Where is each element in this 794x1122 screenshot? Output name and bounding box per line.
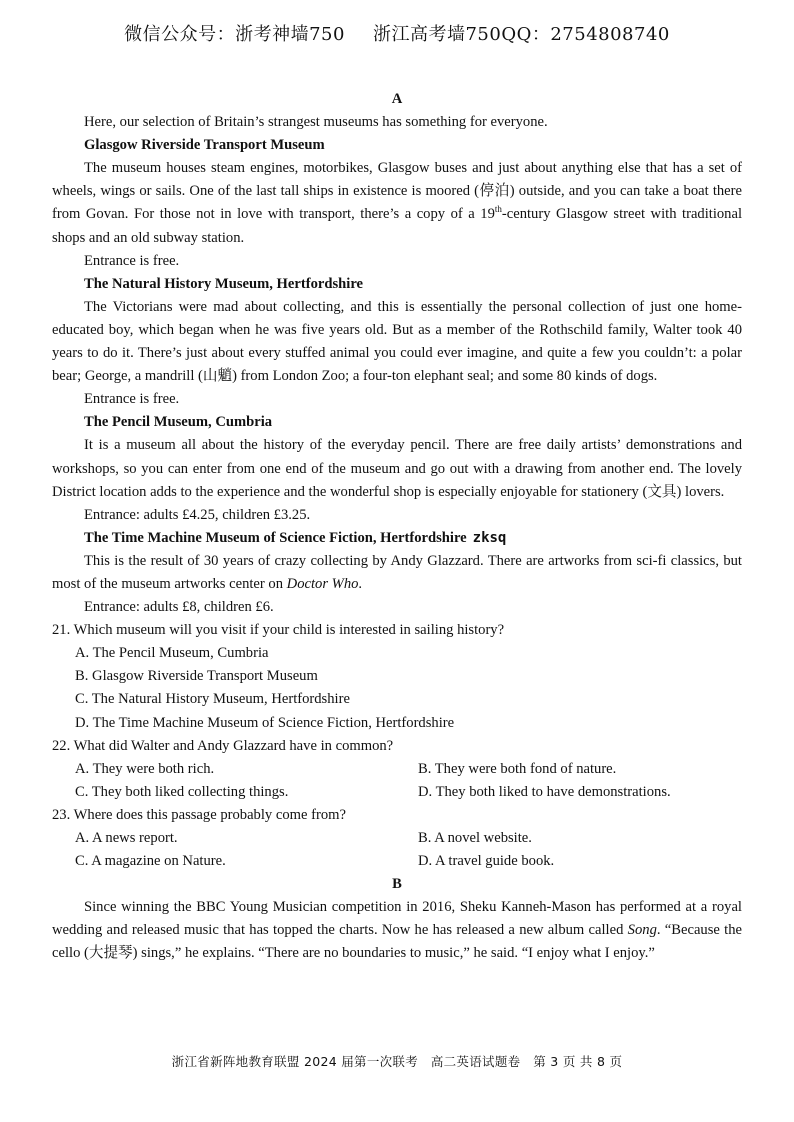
section-b-label: B [392, 876, 402, 893]
album-title: Song [627, 922, 657, 939]
section-a-label: A [391, 91, 403, 107]
museum-4-body: This is the result of 30 years of crazy collecting by Andy Glazzard. There are artworks from sci-fi classics, but most of the museum artworks center on Doctor Who. [52, 552, 742, 592]
question-23-option-d: D. A travel guide book. [418, 853, 555, 870]
question-22-option-c: C. They both liked collecting things. [75, 783, 289, 800]
museum-1-body: The museum houses steam engines, motorbikes, Glasgow buses and just about anything else that has a set of wheels, wings or sails. One of the last tall ships in existence is moored (停泊) outside, and you can take a boat there from Govan. For those not in love with transport, there’s a copy of a 19th-century Glasgow street with traditional shops and an old subway station. [52, 160, 743, 246]
header-wechat: 微信公众号：浙考神墙750 [124, 24, 345, 45]
question-23-options-row-2 [52, 850, 742, 873]
museum-2-title: The Natural History Museum, Hertfordshire [84, 275, 364, 292]
show-title: Doctor Who [286, 575, 359, 592]
question-21-option-c: C. The Natural History Museum, Hertfordshire [75, 691, 350, 708]
museum-3-title: The Pencil Museum, Cumbria [84, 414, 273, 431]
museum-4-tag: zksq [472, 529, 507, 546]
museum-4-title: The Time Machine Museum of Science Fiction, Hertfordshire zksq [84, 529, 507, 546]
museum-2-entrance: Entrance is free. [84, 391, 180, 408]
question-21-option-a: A. The Pencil Museum, Cumbria [75, 645, 269, 662]
ordinal-suffix: th [494, 204, 502, 215]
museum-2-body: The Victorians were mad about collecting, and this is essentially the personal collection of just one home-educated boy, which began when he was five years old. But as a member of the Rothschild family, Walter took 40 years to do it. There’s just about every stuffed animal you could ever imagine, and quite a few you couldn’t: a polar bear; George, a mandrill (山魈) from London Zoo; a four-ton elephant seal; and some 80 kinds of dogs. [52, 298, 742, 385]
exam-page [52, 88, 742, 966]
museum-4-entrance: Entrance: adults £8, children £6. [84, 599, 274, 616]
header-qq: 浙江高考墙750QQ：2754808740 [372, 24, 670, 45]
question-22-options-row-2 [52, 781, 742, 804]
page-footer: 浙江省新阵地教育联盟 2024 届第一次联考 高二英语试题卷 第 3 页 共 8 页 [171, 1054, 623, 1069]
question-21-stem: 21. Which museum will you visit if your child is interested in sailing history? [52, 622, 505, 639]
museum-3-entrance: Entrance: adults £4.25, children £3.25. [84, 506, 311, 523]
question-23-option-c: C. A magazine on Nature. [75, 853, 226, 870]
museum-1-entrance: Entrance is free. [84, 252, 180, 269]
section-a-intro: Here, our selection of Britain’s strangest museums has something for everyone. [84, 114, 548, 131]
question-21-option-d: D. The Time Machine Museum of Science Fiction, Hertfordshire [75, 714, 455, 731]
question-23-option-a: A. A news report. [75, 830, 178, 846]
question-22-option-a: A. They were both rich. [75, 760, 215, 777]
section-b-paragraph: Since winning the BBC Young Musician competition in 2016, Sheku Kanneh-Mason has performed at a royal wedding and released music that has topped the charts. Now he has released a new album called Song. “Because the cello (大提琴) sings,” he explains. “There are no boundaries to music,” he said. “I enjoy what I enjoy.” [52, 899, 742, 962]
question-22-stem: 22. What did Walter and Andy Glazzard have in common? [52, 737, 394, 754]
question-22-option-d: D. They both liked to have demonstrations. [418, 783, 671, 800]
page-header [0, 20, 794, 46]
question-23-option-b: B. A novel website. [418, 830, 532, 846]
question-23-stem: 23. Where does this passage probably come from? [52, 806, 346, 823]
question-21-option-b: B. Glasgow Riverside Transport Museum [75, 668, 318, 685]
museum-1-title: Glasgow Riverside Transport Museum [84, 137, 325, 154]
question-22-options-row-1 [52, 758, 742, 781]
museum-3-body: It is a museum all about the history of the everyday pencil. There are free daily artists’ demonstrations and workshops, so you can enter from one end of the museum and go out with a drawing from another end. The lovely District location adds to the experience and the wonderful shop is especially enjoyable for stationery (文具) lovers. [52, 437, 742, 500]
question-22-option-b: B. They were both fond of nature. [418, 760, 617, 777]
question-23-options-row-1 [52, 827, 742, 850]
